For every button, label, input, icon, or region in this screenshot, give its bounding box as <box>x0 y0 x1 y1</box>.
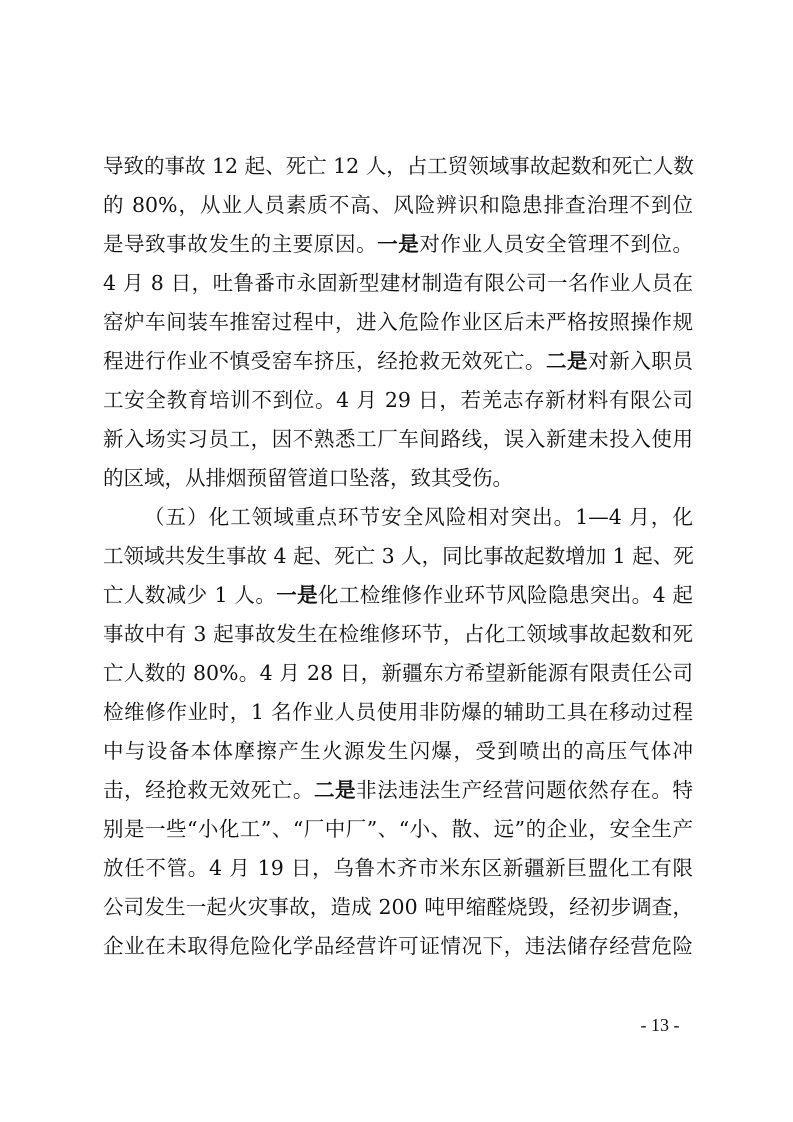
paragraph-line: 新入场实习员工，因不熟悉工厂车间路线，误入新建未投入使用 <box>103 427 693 451</box>
page-number: - 13 - <box>640 1015 680 1035</box>
bold-marker: 一是 <box>276 583 319 607</box>
paragraph-line: 别是一些“小化工”、“厂中厂”、“小、散、远”的企业，安全生产 <box>103 817 693 841</box>
paragraph-line: 公司发生一起火灾事故，造成 200 吨甲缩醛烧毁，经初步调查， <box>103 895 693 919</box>
paragraph-line: 中与设备本体摩擦产生火源发生闪爆，受到喷出的高压气体冲 <box>103 739 693 763</box>
bold-marker: 一是 <box>377 232 420 256</box>
bold-marker: 二是 <box>313 778 357 802</box>
paragraph-line: 的区域，从排烟预留管道口坠落，致其受伤。 <box>103 466 513 490</box>
paragraph-line: 亡人数的 80%。4 月 28 日，新疆东方希望新能源有限责任公司 <box>103 661 693 685</box>
paragraph-line: 企业在未取得危险化学品经营许可证情况下，违法储存经营危险 <box>103 934 693 958</box>
paragraph-line: 工安全教育培训不到位。4 月 29 日，若羌志存新材料有限公司 <box>103 388 693 412</box>
paragraph-line: 击，经抢救无效死亡。二是非法违法生产经营问题依然存在。特 <box>103 778 694 802</box>
paragraph-line: 放任不管。4 月 19 日，乌鲁木齐市米东区新疆新巨盟化工有限 <box>103 856 693 880</box>
paragraph-line: 导致的事故 12 起、死亡 12 人，占工贸领域事故起数和死亡人数 <box>103 154 694 178</box>
paragraph-heading-line: （五）化工领域重点环节安全风险相对突出。1—4 月，化 <box>144 505 693 529</box>
paragraph-line: 窑炉车间装车推窑过程中，进入危险作业区后未严格按照操作规 <box>103 310 693 334</box>
paragraph-line: 4 月 8 日，吐鲁番市永固新型建材制造有限公司一名作业人员在 <box>103 271 693 295</box>
paragraph-line: 程进行作业不慎受窑车挤压，经抢救无效死亡。二是对新入职员 <box>103 349 694 373</box>
paragraph-line: 事故中有 3 起事故发生在检维修环节，占化工领域事故起数和死 <box>103 622 693 646</box>
paragraph-line: 是导致事故发生的主要原因。一是对作业人员安全管理不到位。 <box>103 232 694 256</box>
bold-marker: 二是 <box>545 349 589 373</box>
paragraph-line: 工领域共发生事故 4 起、死亡 3 人，同比事故起数增加 1 起、死 <box>103 544 694 568</box>
paragraph-line: 的 80%，从业人员素质不高、风险辨识和隐患排查治理不到位 <box>103 193 693 217</box>
paragraph-line: 检维修作业时，1 名作业人员使用非防爆的辅助工具在移动过程 <box>103 700 693 724</box>
paragraph-line: 亡人数减少 1 人。一是化工检维修作业环节风险隐患突出。4 起 <box>103 583 694 607</box>
